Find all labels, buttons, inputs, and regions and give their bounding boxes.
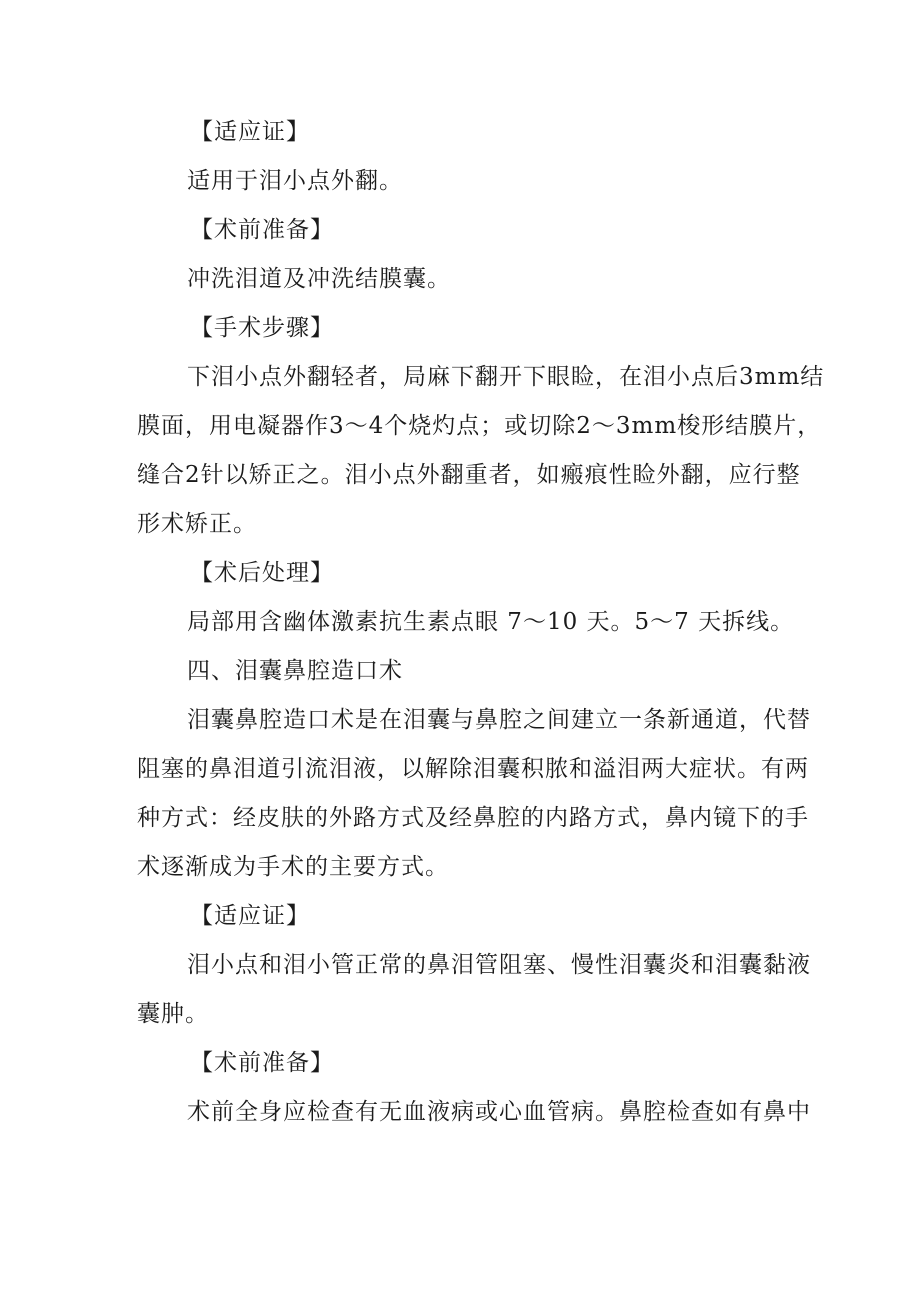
- paragraph-line: 种 方 式 ： 经 皮 肤 的 外 路 方 式 及 经 鼻 腔 的 内 路 方 式 ， 鼻 内 镜 下 的 手: [137, 805, 809, 831]
- section-heading: 【术前准备】: [190, 1050, 334, 1076]
- paragraph-line: 泪 小 点 和 泪 小 管 正 常 的 鼻 泪 管 阻 塞 、 慢 性 泪 囊 炎 和 泪 囊 黏 液: [187, 952, 811, 978]
- section-heading: 【术前准备】: [190, 217, 334, 243]
- paragraph-line: 术逐渐成为手术的主要方式。: [137, 854, 449, 880]
- paragraph-line: 冲洗泪道及冲洗结膜囊。: [187, 266, 451, 292]
- paragraph-line: 适用于泪小点外翻。: [187, 168, 403, 194]
- paragraph-line: 阻 塞 的 鼻 泪 道 引 流 泪 液 ， 以 解 除 泪 囊 积 脓 和 溢 泪 两 大 症 状 。 有 两: [137, 756, 809, 782]
- section-heading: 【适应证】: [190, 119, 310, 145]
- paragraph-line: 缝 合 2 针 以 矫 正 之 。 泪 小 点 外 翻 重 者 ， 如 瘢 痕 性 睑 外 翻 ， 应 行 整: [137, 462, 801, 488]
- paragraph-line: 泪 囊 鼻 腔 造 口 术 是 在 泪 囊 与 鼻 腔 之 间 建 立 一 条 新 通 道 ， 代 替: [187, 707, 811, 733]
- paragraph-line: 囊肿。: [137, 1001, 209, 1027]
- section-heading: 【术后处理】: [190, 560, 334, 586]
- chapter-title: 四、泪囊鼻腔造口术: [187, 658, 403, 684]
- section-heading: 【手术步骤】: [190, 315, 334, 341]
- paragraph-line: 膜 面 ， 用 电 凝 器 作 3 ～ 4 个 烧 灼 点 ； 或 切 除 2 ～ 3mm 梭 形 结 膜 片 ，: [137, 413, 822, 439]
- section-heading: 【适应证】: [190, 903, 310, 929]
- paragraph-line: 形术矫正。: [137, 511, 257, 537]
- paragraph-line: 局部用含幽体激素抗生素点眼 7～10 天。5～7 天拆线。: [187, 609, 795, 635]
- paragraph-line: 下 泪 小 点 外 翻 轻 者 ， 局 麻 下 翻 开 下 眼 睑 ， 在 泪 小 点 后 3mm 结: [187, 364, 825, 390]
- paragraph-line: 术 前 全 身 应 检 查 有 无 血 液 病 或 心 血 管 病 。 鼻 腔 检 查 如 有 鼻 中: [187, 1099, 811, 1125]
